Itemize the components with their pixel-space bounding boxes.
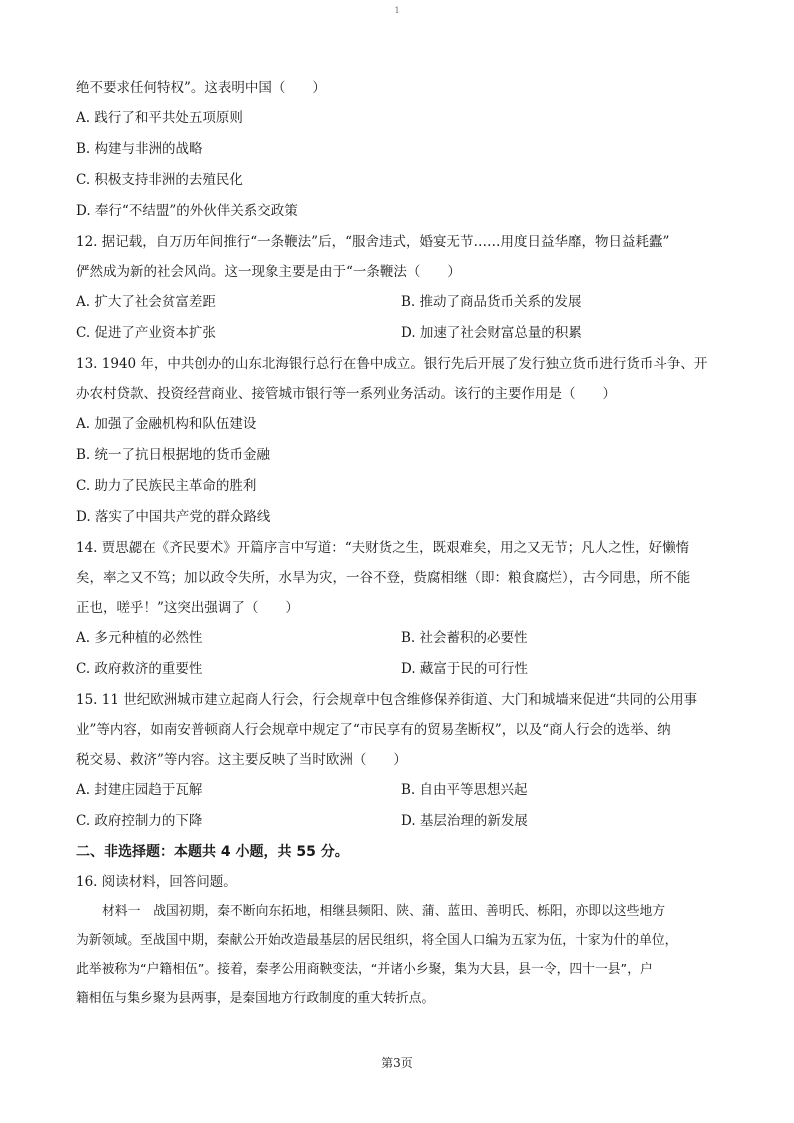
question-14-option-c: C. 政府救济的重要性 bbox=[76, 661, 203, 677]
question-11-option-c: C. 积极支持非洲的去殖民化 bbox=[76, 172, 243, 188]
section-title: 二、非选择题：本题共 4 小题，共 55 分。 bbox=[76, 844, 349, 860]
question-14-stem-line: 14. 贾思勰在《齐民要术》开篇序言中写道：“夫财货之生，既艰难矣，用之又无节；凡人之性，好懒惰 bbox=[76, 540, 690, 556]
question-14-stem bbox=[76, 538, 726, 618]
question-14-options-row-1 bbox=[76, 628, 726, 648]
material-line: 此举被称为“户籍相伍”。接着，秦孝公用商鞅变法，“并诸小乡聚，集为大县，县一令，四十一县”，户 bbox=[76, 962, 653, 977]
question-15-option-d: D. 基层治理的新发展 bbox=[401, 813, 528, 829]
question-15-options-row-2 bbox=[76, 811, 726, 831]
question-15-options-row-1 bbox=[76, 780, 726, 800]
question-12-option-b: B. 推动了商品货币关系的发展 bbox=[401, 294, 582, 310]
question-12-stem-line: 俨然成为新的社会风尚。这一现象主要是由于“一条鞭法（ ） bbox=[76, 264, 461, 280]
question-15-option-a: A. 封建庄园趋于瓦解 bbox=[76, 782, 203, 798]
question-15-stem-line: 业”等内容，如南安普顿商人行会规章中规定了“市民享有的贸易垄断权”，以及“商人行会的选举、纳 bbox=[76, 722, 671, 738]
question-11-option-b: B. 构建与非洲的战略 bbox=[76, 141, 203, 157]
question-13-option-c: C. 助力了民族民主革命的胜利 bbox=[76, 478, 257, 494]
question-11-stem bbox=[76, 78, 726, 98]
question-13-option-b: B. 统一了抗日根据地的货币金融 bbox=[76, 447, 271, 463]
question-15-stem bbox=[76, 690, 726, 770]
question-12-option-c: C. 促进了产业资本扩张 bbox=[76, 325, 216, 341]
question-12-options-row-2 bbox=[76, 323, 726, 343]
question-14-option-d: D. 藏富于民的可行性 bbox=[401, 661, 528, 677]
question-11-stem-line: 绝不要求任何特权”。这表明中国（ ） bbox=[76, 80, 326, 96]
material-line: 材料一 战国初期，秦不断向东拓地，相继县频阳、陕、蒲、蓝田、善明氏、栎阳，亦即以这些地方 bbox=[102, 904, 666, 919]
question-12-option-a: A. 扩大了社会贫富差距 bbox=[76, 294, 216, 310]
question-13-option-d: D. 落实了中国共产党的群众路线 bbox=[76, 509, 271, 525]
question-13-stem-line: 办农村贷款、投资经营商业、接管城市银行等一系列业务活动。该行的主要作用是（ ） bbox=[76, 386, 616, 402]
question-16-stem: 16. 阅读材料，回答问题。 bbox=[76, 874, 237, 890]
question-11-option-d: D. 奉行“不结盟”的外伙伴关系交政策 bbox=[76, 203, 298, 219]
question-15-option-b: B. 自由平等思想兴起 bbox=[401, 782, 528, 798]
question-15-stem-line: 15. 11 世纪欧洲城市建立起商人行会，行会规章中包含维修保养街道、大门和城墙来促进“共同的公用事 bbox=[76, 692, 698, 708]
question-14-options-row-2 bbox=[76, 659, 726, 679]
question-13-stem bbox=[76, 354, 726, 404]
page-mark: 1 bbox=[394, 6, 400, 15]
question-14-stem-line: 矣，率之又不笃；加以政令失所，水旱为灾，一谷不登，赀腐相继（即：粮食腐烂），古今同患，所不能 bbox=[76, 570, 691, 586]
question-13-stem-line: 13. 1940 年，中共创办的山东北海银行总行在鲁中成立。银行先后开展了发行独立货币进行货币斗争、开 bbox=[76, 356, 708, 372]
question-16-material bbox=[76, 902, 726, 1009]
question-12-option-d: D. 加速了社会财富总量的积累 bbox=[401, 325, 582, 341]
question-12-stem-line: 12. 据记载，自万历年间推行“一条鞭法”后，“服舍违式，婚宴无节……用度日益华靡，物日益耗蠹” bbox=[76, 234, 670, 250]
page-content bbox=[76, 78, 726, 1018]
question-11-option-a: A. 践行了和平共处五项原则 bbox=[76, 110, 243, 126]
question-12-options-row-1 bbox=[76, 292, 726, 312]
question-13-option-a: A. 加强了金融机构和队伍建设 bbox=[76, 416, 257, 432]
material-line: 为新领域。至战国中期，秦献公开始改造最基层的居民组织，将全国人口编为五家为伍，十家为什的单位， bbox=[76, 933, 678, 948]
question-14-option-b: B. 社会蓄积的必要性 bbox=[401, 630, 528, 646]
question-12-stem bbox=[76, 232, 726, 282]
page-number: 第3页 bbox=[381, 1056, 413, 1070]
question-14-option-a: A. 多元种植的必然性 bbox=[76, 630, 203, 646]
question-15-option-c: C. 政府控制力的下降 bbox=[76, 813, 203, 829]
material-line: 籍相伍与集乡聚为县两事，是秦国地方行政制度的重大转折点。 bbox=[76, 991, 435, 1006]
question-15-stem-line: 税交易、救济”等内容。这主要反映了当时欧洲（ ） bbox=[76, 752, 407, 768]
question-14-stem-line: 正也，嗟乎！”这突出强调了（ ） bbox=[76, 600, 299, 616]
